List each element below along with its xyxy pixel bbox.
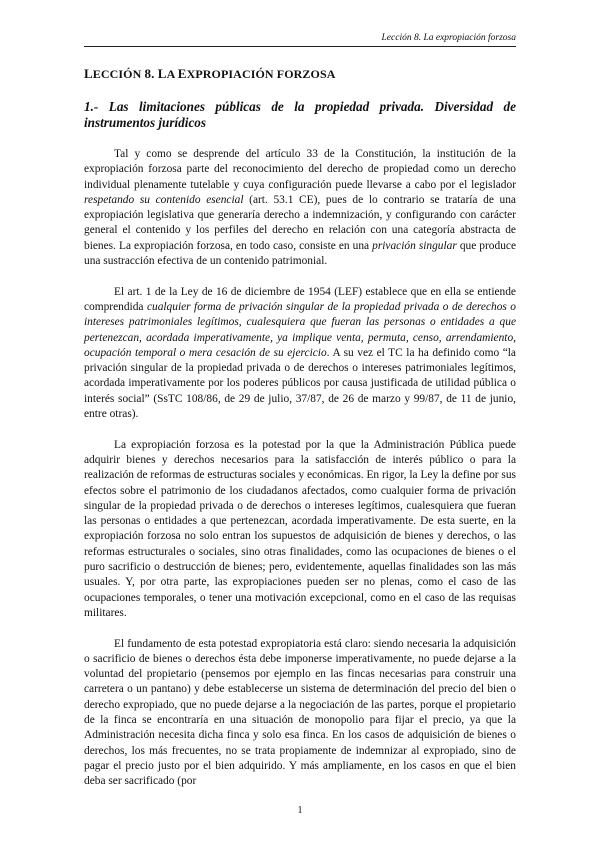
lesson-title-segment: 8. L [144, 66, 167, 81]
lesson-title-segment: E [177, 66, 187, 81]
text-run: (art. 53.1 CE), pues de lo contrario se trataría de una expropiación legislativa que generaría derecho a indemnización, y configurando con carácter general el contenido y los perfiles del derecho en relación con una categoría abstracta de bienes. La expropiación forzosa, en todo caso, consiste en una [84, 193, 516, 252]
paragraph [84, 285, 516, 423]
lesson-title-segment: ECCIÓN [92, 67, 145, 81]
text-run: La expropiación forzosa es la potestad por la que la Administración Pública puede adquirir bienes y derechos necesarios para la satisfacción de interés público o para la realización de reformas de estructuras sociales y económicas. En rigor, la Ley la define por sus efectos sobre el patrimonio de los ciudadanos afectados, como cualquier forma de privación singular de la propiedad privada o de derechos o intereses legítimos, cualesquiera que fueran las personas o entidades a que pertenezcan, acordada imperativamente. De esta suerte, en la expropiación forzosa no solo entran los supuestos de adquisición de bienes y derechos, o las reformas estructurales o sociales, sino otras finalidades, como las ocupaciones de bienes o el puro sacrificio o destrucción de bienes; pero, evidentemente, aquellas finalidades son las más usuales. Y, por otra parte, las expropiaciones pueden ser no plenas, como el caso de las ocupaciones temporales, o tener una motivación excepcional, como en el caso de las requisas militares. [84, 438, 516, 619]
body-text [84, 147, 516, 805]
italic-text: cualquier forma de privación singular de la propiedad privada o de derechos o intereses patrimoniales legítimos, cualesquiera que fueran las personas o entidades a que pertenezcan, acordada imperativamente, ya implique venta, permuta, censo, arrendamiento, ocupación temporal o mera cesación de su ejercicio [84, 300, 517, 359]
paragraph [84, 147, 516, 269]
section-title: 1.- Las limitaciones públicas de la propiedad privada. Diversidad de instrumentos jurídicos [84, 99, 516, 130]
text-run: El fundamento de esta potestad expropiatoria está claro: siendo necesaria la adquisición o sacrificio de bienes o derechos ésta debe imponerse imperativamente, no puede dejarse a la voluntad del propietario (pensemos por ejemplo en las fincas necesarias para construir una carretera o un pantano) y debe establecerse un sistema de determinación del precio del bien o derecho expropiado, que no puede dejarse a la negociación de las partes, porque el propietario de la finca se encontraría en una situación de monopolio para fijar el precio, ya que la Administración necesita dicha finca y solo esa finca. En los casos de adquisición de bienes o derechos, los más frecuentes, no se trata propiamente de indemnizar al expropiado, sino de pagar el precio justo por el bien adquirido. Y más ampliamente, en los casos en que el bien deba ser sacrificado (por [84, 637, 516, 788]
running-header: Lección 8. La expropiación forzosa [84, 33, 516, 47]
italic-text: privación singular [372, 239, 457, 252]
paragraph [84, 438, 516, 622]
page-number: 1 [297, 805, 303, 816]
lesson-title [84, 66, 335, 82]
text-run: . A su vez el TC la ha definido como “la privación singular de la propiedad privada o de derechos o intereses patrimoniales legítimos, acordada imperativamente por los poderes públicos por causa justificada de utilidad pública o interés social” (SsTC 108/86, de 29 de julio, 37/87, de 26 de marzo y 99/87, de 11 de junio, entre otras). [84, 346, 516, 421]
text-run: El art. 1 de la Ley de 16 de diciembre de 1954 (LEF) establece que en ella se entiende comprendida [84, 285, 516, 313]
lesson-title-segment: A [166, 67, 178, 81]
text-run: que produce una sustracción efectiva de un contenido patrimonial. [84, 239, 516, 268]
italic-text: respetando su contenido esencial [84, 193, 244, 206]
lesson-title-segment: XPROPIACIÓN FORZOSA [186, 67, 336, 81]
text-run: Tal y como se desprende del artículo 33 de la Constitución, la institución de la expropiación forzosa parte del reconocimiento del derecho de propiedad como un derecho individual plenamente tutelable y cuya configuración puede llevarse a cabo por el legislador [84, 148, 516, 191]
paragraph [84, 637, 516, 790]
lesson-title-segment: L [84, 66, 93, 81]
